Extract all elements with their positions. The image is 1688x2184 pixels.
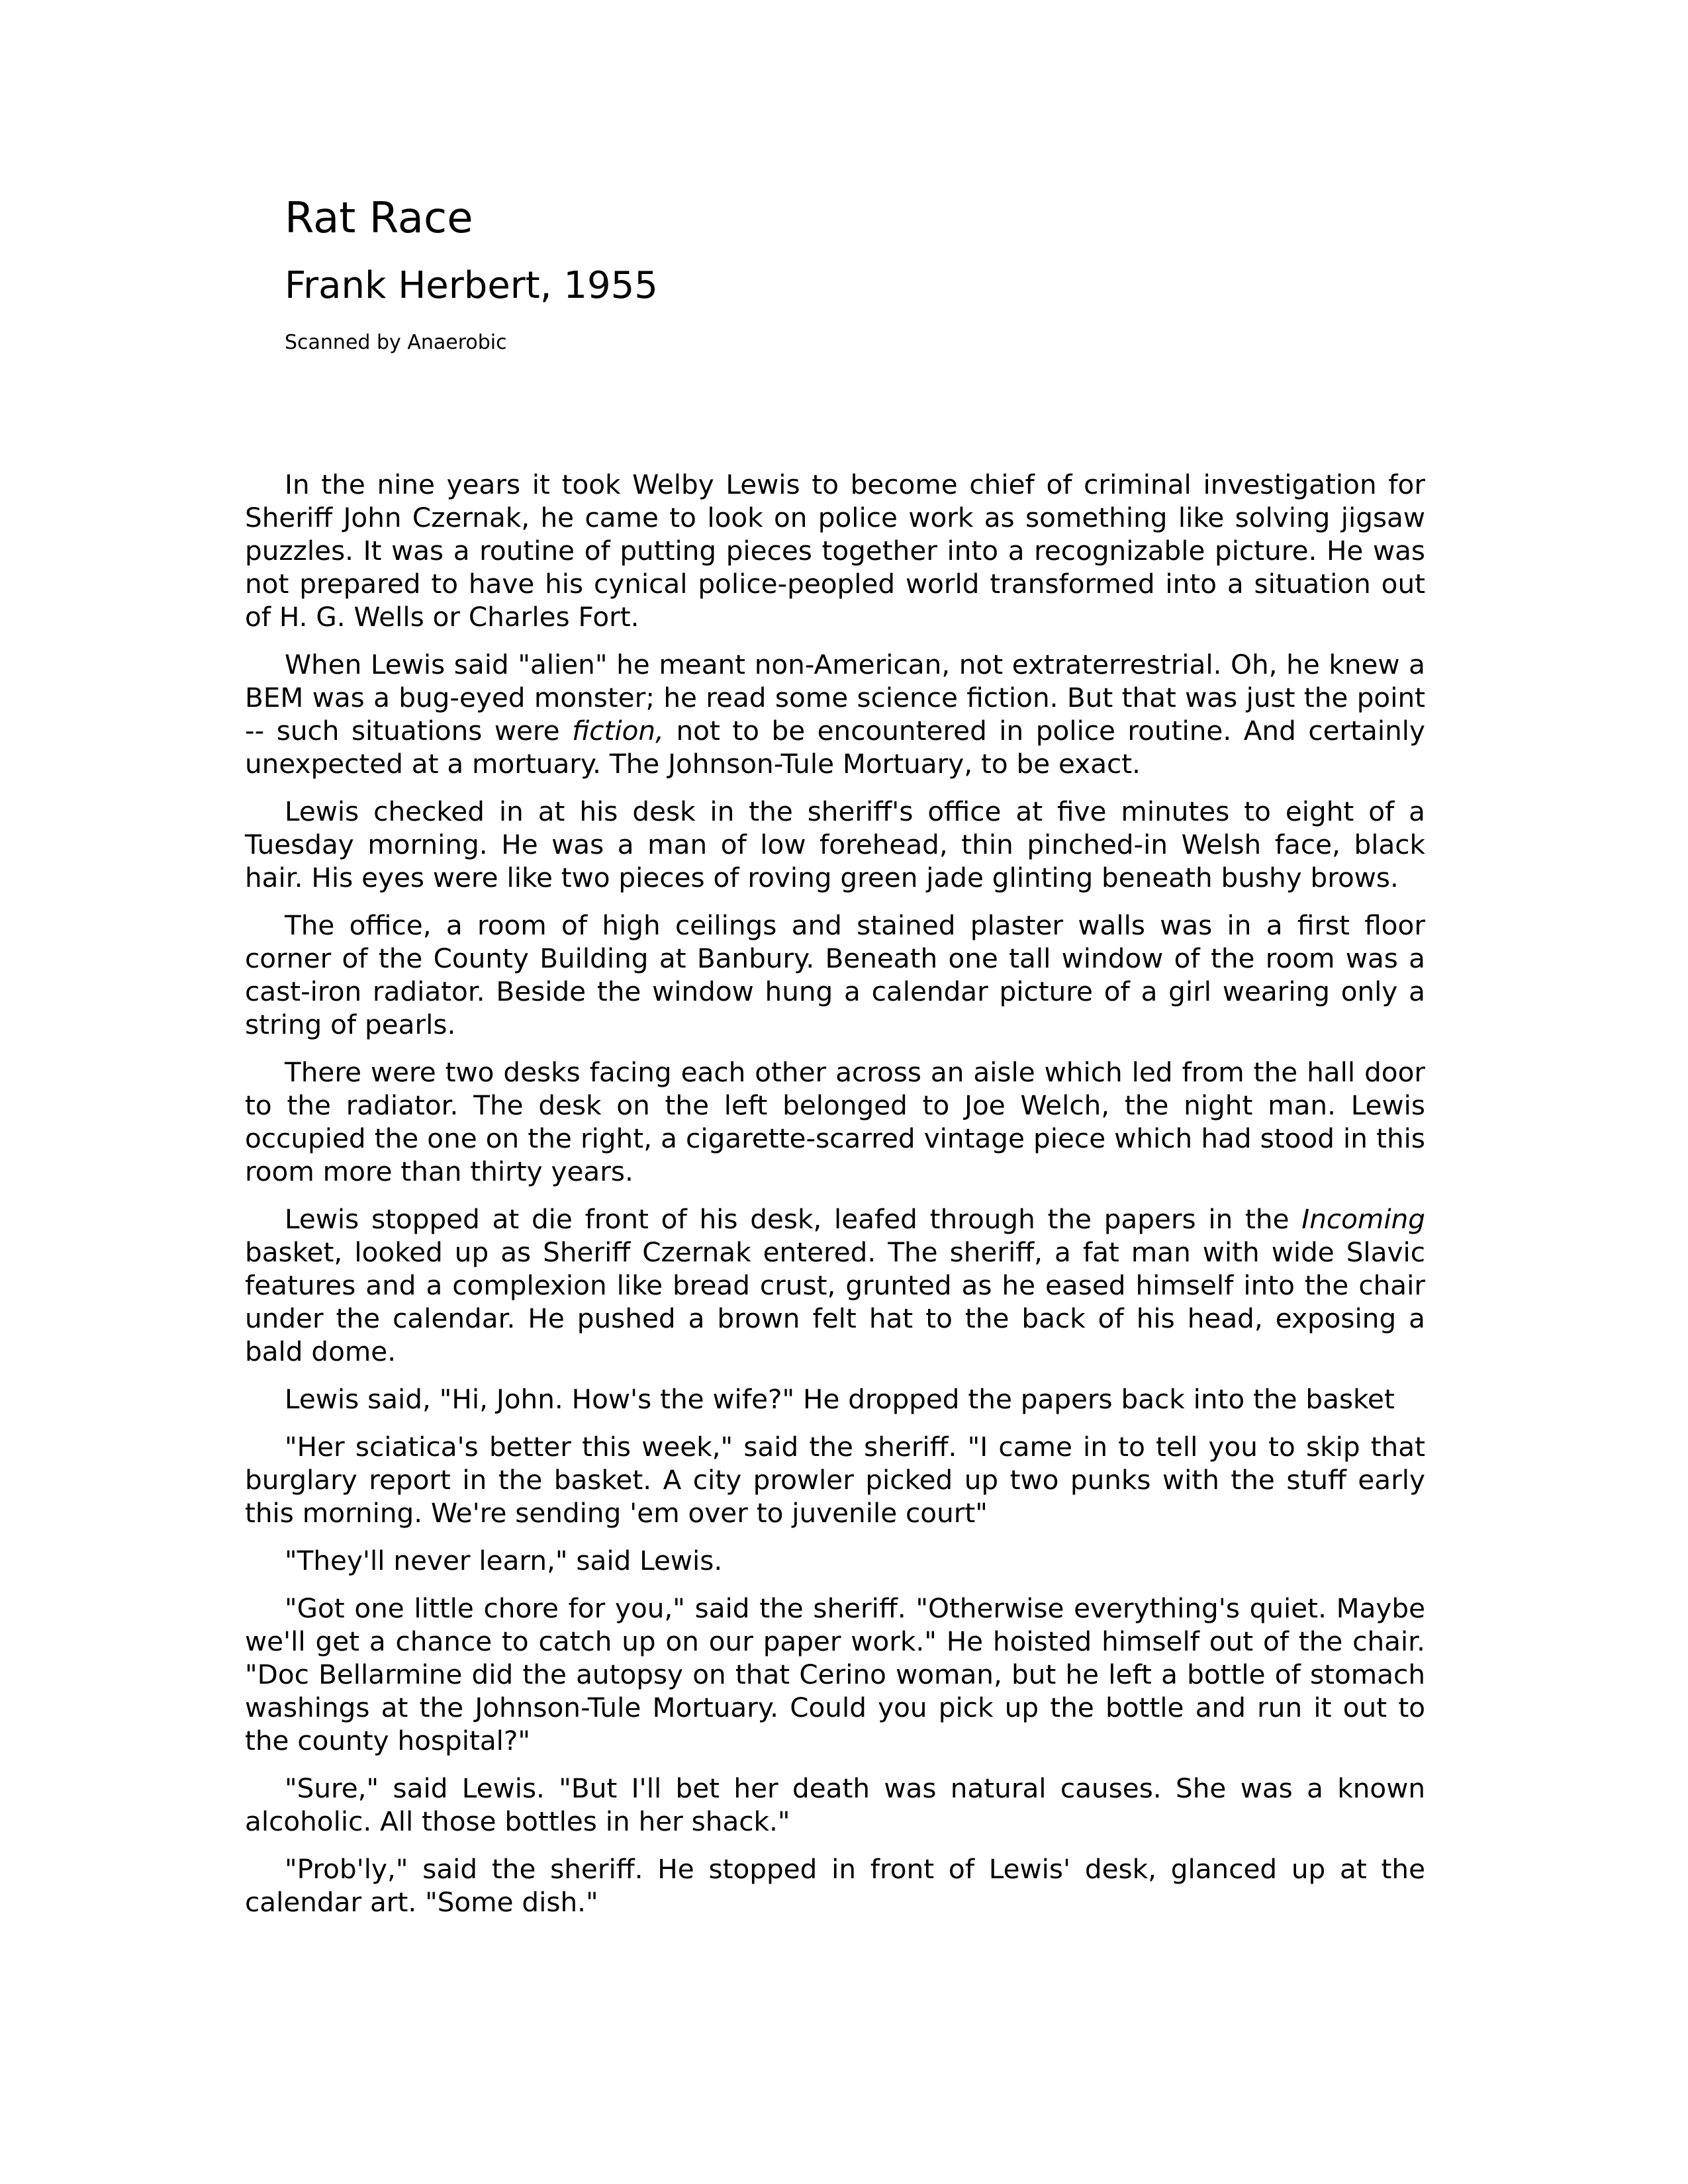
- author-line: Frank Herbert, 1955: [285, 264, 658, 307]
- paragraph: In the nine years it took Welby Lewis to become chief of criminal investigation for Sheriff John Czernak, he came to look on police work as something like solving jigsaw puzzles. It was a routine of putting pieces together into a recognizable picture. He was not prepared to have his cynical police-peopled world transformed into a situation out of H. G. Wells or Charles Fort.: [245, 469, 1425, 633]
- paragraph: There were two desks facing each other across an aisle which led from the hall door to the radiator. The desk on the left belonged to Joe Welch, the night man. Lewis occupied the one on the right, a cigarette-scarred vintage piece which had stood in this room more than thirty years.: [245, 1056, 1425, 1187]
- paragraph-text: When Lewis said "alien" he meant non-American, not extraterrestrial. Oh, he knew a BEM was a bug-eyed monster; he read some science fiction. But that was just the point -- such situations were: [245, 649, 1425, 747]
- paragraph-text: not to be encountered in police routine. And certainly unexpected at a mortuary. The Johnson-Tule Mortuary, to be exact.: [245, 715, 1425, 780]
- story-body: [245, 468, 1425, 1933]
- paragraph: "They'll never learn," said Lewis.: [285, 1545, 723, 1576]
- emphasized-text: fiction,: [572, 715, 664, 747]
- paragraph: The office, a room of high ceilings and stained plaster walls was in a first floor corner of the County Building at Banbury. Beneath one tall window of the room was a cast-iron radiator. Beside the window hung a calendar picture of a girl wearing only a string of pearls.: [245, 909, 1425, 1040]
- paragraph: "Her sciatica's better this week," said the sheriff. "I came in to tell you to skip that burglary report in the basket. A city prowler picked up two punks with the stuff early this morning. We're sending 'em over to juvenile court": [245, 1431, 1425, 1529]
- paragraph: "Prob'ly," said the sheriff. He stopped in front of Lewis' desk, glanced up at the calendar art. "Some dish.": [245, 1853, 1425, 1918]
- paragraph: "Got one little chore for you," said the sheriff. "Otherwise everything's quiet. Maybe we'll get a chance to catch up on our paper work." He hoisted himself out of the chair. "Doc Bellarmine did the autopsy on that Cerino woman, but he left a bottle of stomach washings at the Johnson-Tule Mortuary. Could you pick up the bottle and run it out to the county hospital?": [245, 1592, 1425, 1756]
- scan-credit: Scanned by Anaerobic: [285, 331, 507, 354]
- paragraph-text: basket, looked up as Sheriff Czernak entered. The sheriff, a fat man with wide Slavic features and a complexion like bread crust, grunted as he eased himself into the chair under the calendar. He pushed a brown felt hat to the back of his head, exposing a bald dome.: [245, 1236, 1425, 1367]
- emphasized-text: Incoming: [1301, 1203, 1425, 1235]
- paragraph: [245, 1203, 1425, 1368]
- story-title: Rat Race: [285, 194, 473, 243]
- paragraph: Lewis checked in at his desk in the sheriff's office at five minutes to eight of a Tuesday morning. He was a man of low forehead, thin pinched-in Welsh face, black hair. His eyes were like two pieces of roving green jade glinting beneath bushy brows.: [245, 796, 1425, 893]
- paragraph: [245, 648, 1425, 780]
- paragraph: "Sure," said Lewis. "But I'll bet her death was natural causes. She was a known alcoholic. All those bottles in her shack.": [245, 1772, 1425, 1837]
- paragraph-text: Lewis stopped at die front of his desk, leafed through the papers in the: [285, 1203, 1302, 1235]
- paragraph: Lewis said, "Hi, John. How's the wife?" He dropped the papers back into the basket: [285, 1383, 1395, 1415]
